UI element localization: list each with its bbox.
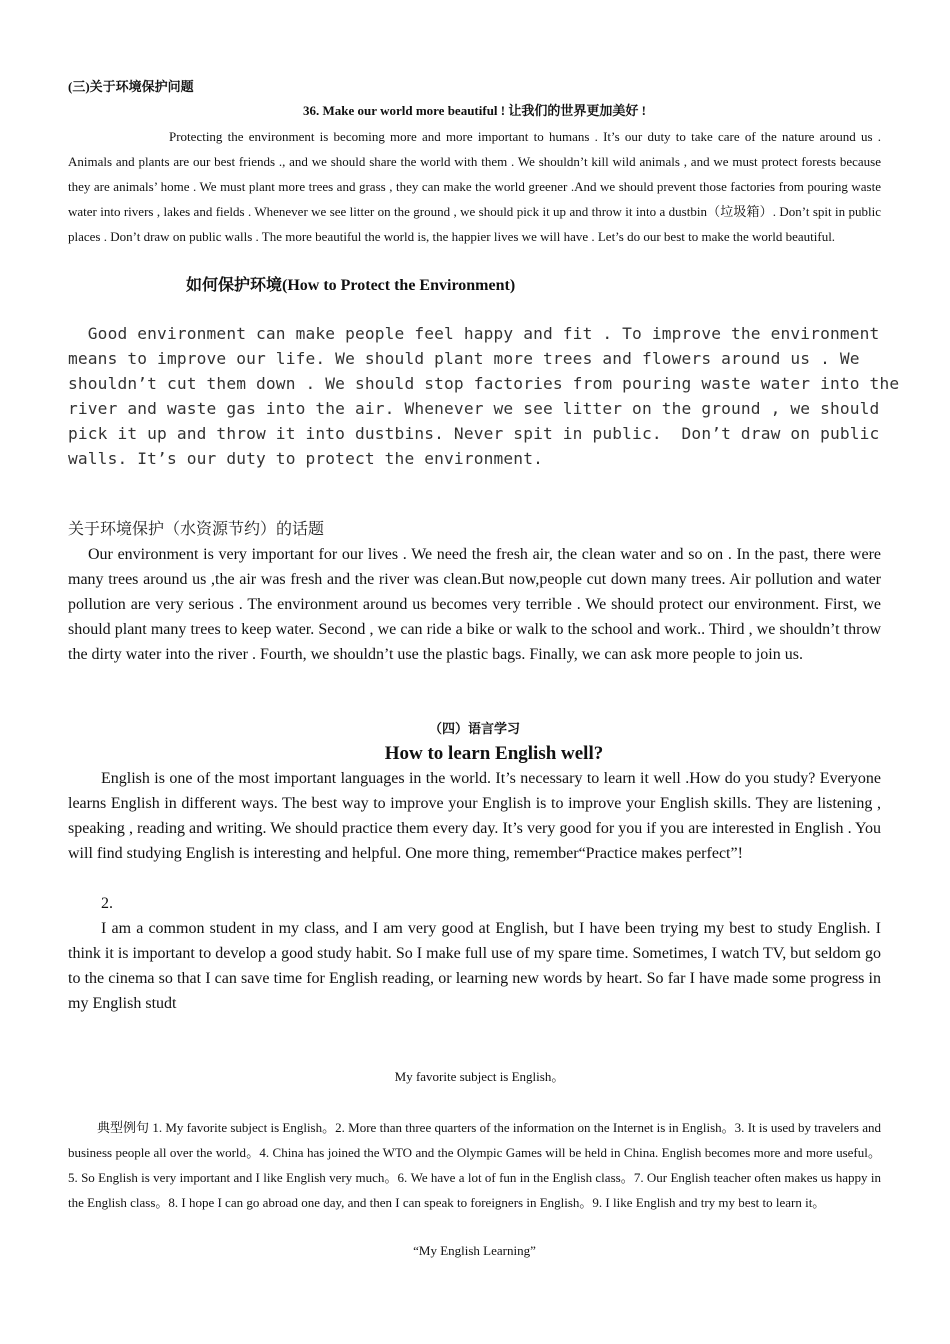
water-topic-heading: 关于环境保护（水资源节约）的话题 [68,521,325,538]
section-heading-environment: (三)关于环境保护问题 [68,79,194,94]
text-line: means to improve our life. We should plant more trees and flowers around us . We [68,349,860,368]
essay-36-body: Protecting the environment is becoming more and more important to humans . It’s our duty to take care of the nature around us . Animals and plants are our best friends ., and we should share the world with them . We shouldn’t kill wild animals , and we must protect forests because they are animals’ home . We must plant more trees and grass , they can make the world greener .And we should prevent those factories from pouring waste water into rivers , lakes and fields . Whenever we see litter on the ground , we should pick it up and throw it into a dustbin（垃圾箱）. Don’t spit in public places . Don’t draw on public walls . The more beautiful the world is, the happier lives we will have . Let’s do our best to make the world beautiful. [68,129,881,244]
paragraph-number: 2. [101,895,113,912]
learn-english-paragraph: English is one of the most important languages in the world. It’s necessary to learn it well .How do you study? Everyone learns English in different ways. The best way to improve your English is to improve your English skills. They are listening , speaking , reading and writing. We should practice them every day. It’s very good for you if you are interested in English . You will find studying English is interesting and helpful. One more thing, remember“Practice makes perfect”! [68,770,881,862]
favorite-subject-title: My favorite subject is English。 [394,1069,565,1084]
protect-environment-title: 如何保护环境(How to Protect the Environment) [186,277,516,294]
text-line: pick it up and throw it into dustbins. Never spit in public. Don’t draw on public [68,424,880,443]
text-line: Good environment can make people feel happy and fit . To improve the environment [68,324,880,343]
water-topic-body: Our environment is very important for our lives . We need the fresh air, the clean water and so on . In the past, there were many trees around us ,the air was fresh and the river was clean.But now,people cut down many trees. Air pollution and water pollution are very serious . The environment around us becomes very terrible . We should protect our environment. First, we should plant many trees to keep water. Second , we can ride a bike or walk to the school and work.. Third , we shouldn’t throw the dirty water into the river . Fourth, we shouldn’t use the plastic bags. Finally, we can ask more people to join us. [68,546,881,663]
text-line: shouldn’t cut them down . We should stop factories from pouring waste water into the [68,374,900,393]
study-habit-paragraph: I am a common student in my class, and I am very good at English, but I have been trying my best to study English. I think it is important to develop a good study habit. So I make full use of my spare time. Sometimes, I watch TV, but seldom go to the cinema so that I can save time for English reading, or learning new words by heart. So far I have made some progress in my English studt [68,920,881,1012]
text-line: river and waste gas into the air. Whenever we see litter on the ground , we should [68,399,880,418]
english-learning-title: “My English Learning” [413,1243,536,1258]
text-line: walls. It’s our duty to protect the environment. [68,449,543,468]
protect-environment-body [68,321,900,471]
learn-english-title: How to learn English well? [384,743,604,764]
essay-36-title: 36. Make our world more beautiful ! 让我们的世界更加美好 ! [303,103,646,118]
example-sentences: 典型例句 1. My favorite subject is English。2. More than three quarters of the information on the Internet is in English。3. It is used by travelers and business people all over the world。4. China has joined the WTO and the Olympic Games will be held in China. English becomes more and more useful。5. So English is very important and I like English very much。6. We have a lot of fun in the English class。7. Our English teacher often makes us happy in the English class。8. I hope I can go abroad one day, and then I can speak to foreigners in English。9. I like English and try my best to learn it。 [68,1120,881,1210]
section-heading-language: （四）语言学习 [428,721,520,736]
